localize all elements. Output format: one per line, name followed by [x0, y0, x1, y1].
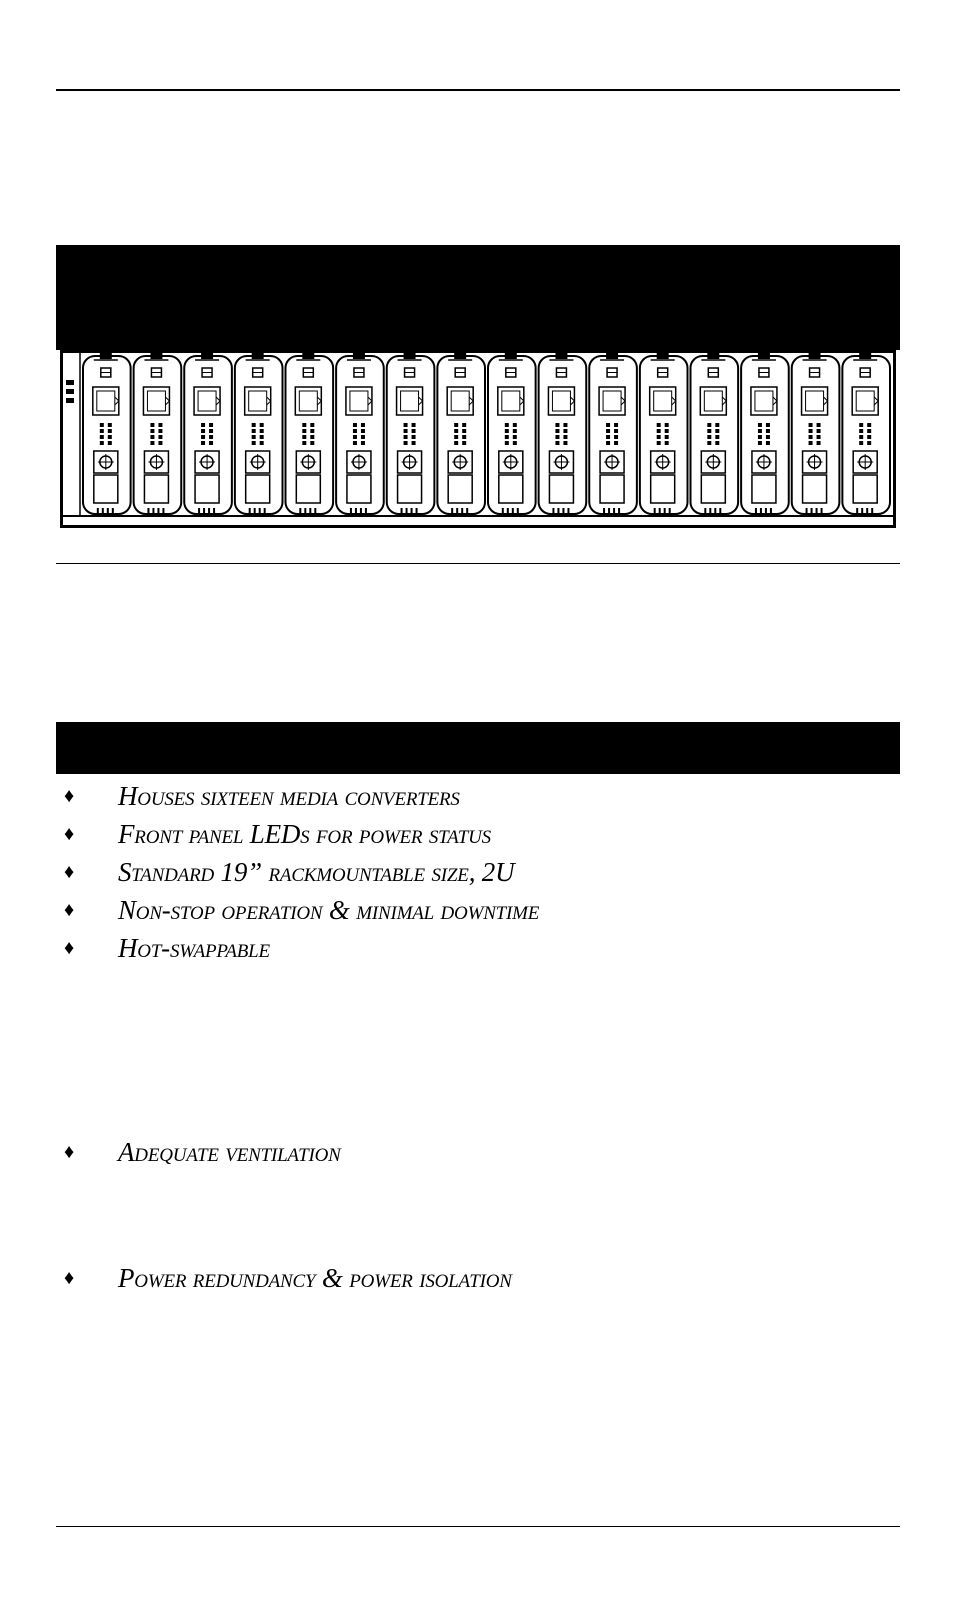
diamond-bullet-icon: ♦	[64, 1141, 75, 1163]
led-dot-icon	[563, 429, 567, 433]
led-dot-icon	[158, 423, 162, 427]
led-dot-icon	[859, 423, 863, 427]
led-dot-icon	[209, 429, 213, 433]
connector-housing	[448, 475, 472, 503]
led-dot-icon	[766, 429, 770, 433]
led-dot-icon	[158, 441, 162, 445]
rj45-inner	[552, 391, 570, 411]
latch-icon	[555, 351, 567, 359]
led-dot-icon	[563, 423, 567, 427]
power-led-icon	[66, 389, 74, 394]
connector-housing	[600, 475, 624, 503]
led-dot-icon	[555, 423, 559, 427]
latch-icon	[809, 351, 821, 359]
connector-housing	[651, 475, 675, 503]
slot-foot	[213, 508, 215, 513]
slot-foot	[562, 508, 564, 513]
led-dot-icon	[454, 429, 458, 433]
slot-foot	[861, 508, 863, 513]
diamond-bullet-icon: ♦	[64, 1267, 75, 1289]
led-dot-icon	[150, 441, 154, 445]
led-dot-icon	[555, 429, 559, 433]
led-dot-icon	[454, 441, 458, 445]
led-dot-icon	[867, 429, 871, 433]
led-dot-icon	[260, 423, 264, 427]
rj45-inner	[603, 391, 621, 411]
connector-housing	[94, 475, 118, 503]
feature-text: Adequate ventilation	[118, 1137, 341, 1167]
slot-foot	[264, 508, 266, 513]
connector-housing	[752, 475, 776, 503]
power-led-icon	[66, 380, 74, 385]
feature-item	[64, 818, 491, 850]
converter-slot	[640, 356, 688, 514]
led-dot-icon	[867, 435, 871, 439]
slot-foot	[811, 508, 813, 513]
slot-foot	[669, 508, 671, 513]
led-dot-icon	[555, 441, 559, 445]
led-dot-icon	[404, 435, 408, 439]
led-dot-icon	[150, 435, 154, 439]
slot-foot	[152, 508, 154, 513]
led-dot-icon	[100, 435, 104, 439]
led-dot-icon	[412, 441, 416, 445]
connector-housing	[549, 475, 573, 503]
led-dot-icon	[809, 429, 813, 433]
slot-foot	[309, 508, 311, 513]
feature-item	[64, 932, 270, 964]
led-dot-icon	[715, 423, 719, 427]
slot-foot	[112, 508, 114, 513]
led-dot-icon	[657, 423, 661, 427]
led-dot-icon	[100, 441, 104, 445]
slot-foot	[755, 508, 757, 513]
slot-foot	[871, 508, 873, 513]
rj45-inner	[704, 391, 722, 411]
led-dot-icon	[209, 441, 213, 445]
led-dot-icon	[665, 429, 669, 433]
led-dot-icon	[209, 435, 213, 439]
led-dot-icon	[707, 435, 711, 439]
latch-icon	[302, 351, 314, 359]
connector-housing	[701, 475, 725, 503]
slot-foot	[613, 508, 615, 513]
power-led-icon	[66, 398, 74, 403]
section-divider	[56, 563, 900, 564]
slot-foot	[411, 508, 413, 513]
slot-foot	[401, 508, 403, 513]
led-dot-icon	[817, 429, 821, 433]
slot-foot	[461, 508, 463, 513]
slot-foot	[198, 508, 200, 513]
led-dot-icon	[454, 435, 458, 439]
slot-foot	[466, 508, 468, 513]
slot-foot	[719, 508, 721, 513]
rj45-inner	[856, 391, 874, 411]
led-dot-icon	[201, 429, 205, 433]
slot-foot	[97, 508, 99, 513]
slot-foot	[365, 508, 367, 513]
led-dot-icon	[606, 435, 610, 439]
led-dot-icon	[513, 441, 517, 445]
led-dot-icon	[859, 441, 863, 445]
led-dot-icon	[817, 423, 821, 427]
led-dot-icon	[252, 423, 256, 427]
led-dot-icon	[100, 429, 104, 433]
led-dot-icon	[606, 423, 610, 427]
slot-foot	[608, 508, 610, 513]
led-dot-icon	[462, 441, 466, 445]
led-dot-icon	[260, 435, 264, 439]
led-dot-icon	[252, 441, 256, 445]
slot-foot	[360, 508, 362, 513]
chassis-front-panel-illustration	[60, 350, 896, 528]
latch-icon	[657, 351, 669, 359]
led-dot-icon	[302, 441, 306, 445]
led-dot-icon	[758, 423, 762, 427]
led-dot-icon	[302, 429, 306, 433]
connector-housing	[195, 475, 219, 503]
led-dot-icon	[353, 441, 357, 445]
latch-icon	[454, 351, 466, 359]
led-dot-icon	[555, 435, 559, 439]
led-dot-icon	[201, 423, 205, 427]
slot-foot	[350, 508, 352, 513]
connector-housing	[853, 475, 877, 503]
diamond-bullet-icon: ♦	[64, 899, 75, 921]
connector-housing	[144, 475, 168, 503]
rj45-inner	[249, 391, 267, 411]
latch-icon	[859, 351, 871, 359]
converter-slot	[235, 356, 283, 514]
slot-foot	[664, 508, 666, 513]
converter-slot	[83, 356, 131, 514]
led-dot-icon	[707, 441, 711, 445]
led-dot-icon	[614, 435, 618, 439]
converter-slot	[539, 356, 587, 514]
diamond-bullet-icon: ♦	[64, 861, 75, 883]
feature-item	[64, 780, 460, 812]
latch-icon	[353, 351, 365, 359]
slot-foot	[765, 508, 767, 513]
rj45-inner	[654, 391, 672, 411]
slot-foot	[760, 508, 762, 513]
slot-foot	[249, 508, 251, 513]
led-dot-icon	[302, 423, 306, 427]
latch-icon	[758, 351, 770, 359]
slot-foot	[208, 508, 210, 513]
led-dot-icon	[657, 429, 661, 433]
led-dot-icon	[867, 441, 871, 445]
rj45-inner	[502, 391, 520, 411]
led-dot-icon	[361, 429, 365, 433]
led-dot-icon	[817, 441, 821, 445]
top-rule	[56, 89, 900, 91]
slot-foot	[314, 508, 316, 513]
led-dot-icon	[158, 429, 162, 433]
led-dot-icon	[505, 429, 509, 433]
led-dot-icon	[614, 441, 618, 445]
latch-icon	[252, 351, 264, 359]
slot-foot	[567, 508, 569, 513]
led-dot-icon	[766, 423, 770, 427]
led-dot-icon	[260, 441, 264, 445]
slot-foot	[552, 508, 554, 513]
led-dot-icon	[614, 429, 618, 433]
led-dot-icon	[817, 435, 821, 439]
slot-foot	[512, 508, 514, 513]
slot-foot	[416, 508, 418, 513]
rj45-inner	[806, 391, 824, 411]
led-dot-icon	[412, 429, 416, 433]
slot-foot	[451, 508, 453, 513]
feature-item	[64, 1262, 512, 1294]
converter-slot	[792, 356, 840, 514]
converter-slot	[488, 356, 536, 514]
led-dot-icon	[100, 423, 104, 427]
led-dot-icon	[505, 441, 509, 445]
converter-slot	[589, 356, 637, 514]
latch-icon	[150, 351, 162, 359]
slot-foot	[259, 508, 261, 513]
slot-foot	[866, 508, 868, 513]
converter-slot	[691, 356, 739, 514]
led-dot-icon	[404, 429, 408, 433]
slot-foot	[517, 508, 519, 513]
connector-housing	[347, 475, 371, 503]
led-dot-icon	[404, 441, 408, 445]
bottom-rule	[56, 1526, 900, 1527]
led-dot-icon	[758, 429, 762, 433]
feature-item	[64, 1136, 341, 1168]
rj45-inner	[350, 391, 368, 411]
led-dot-icon	[657, 435, 661, 439]
led-dot-icon	[310, 435, 314, 439]
latch-icon	[505, 351, 517, 359]
latch-icon	[707, 351, 719, 359]
slot-foot	[770, 508, 772, 513]
slot-foot	[821, 508, 823, 513]
connector-housing	[398, 475, 422, 503]
led-dot-icon	[809, 423, 813, 427]
slot-foot	[406, 508, 408, 513]
led-dot-icon	[353, 435, 357, 439]
led-dot-icon	[108, 435, 112, 439]
converter-slot	[842, 356, 890, 514]
led-dot-icon	[715, 429, 719, 433]
led-dot-icon	[108, 423, 112, 427]
led-dot-icon	[108, 429, 112, 433]
led-dot-icon	[859, 435, 863, 439]
led-dot-icon	[108, 441, 112, 445]
diamond-bullet-icon: ♦	[64, 785, 75, 807]
converter-slot	[437, 356, 485, 514]
slot-foot	[456, 508, 458, 513]
led-dot-icon	[513, 435, 517, 439]
connector-housing	[803, 475, 827, 503]
led-dot-icon	[201, 441, 205, 445]
chassis-drawing	[60, 350, 896, 528]
led-dot-icon	[412, 435, 416, 439]
led-dot-icon	[353, 423, 357, 427]
feature-text: Houses sixteen media converters	[118, 781, 460, 811]
slot-foot	[714, 508, 716, 513]
slot-foot	[659, 508, 661, 513]
led-dot-icon	[766, 435, 770, 439]
led-dot-icon	[513, 429, 517, 433]
connector-housing	[499, 475, 523, 503]
rj45-inner	[198, 391, 216, 411]
led-dot-icon	[665, 423, 669, 427]
led-dot-icon	[707, 429, 711, 433]
led-dot-icon	[404, 423, 408, 427]
led-dot-icon	[150, 429, 154, 433]
led-dot-icon	[513, 423, 517, 427]
feature-text: Power redundancy & power isolation	[118, 1263, 512, 1293]
rj45-inner	[755, 391, 773, 411]
led-dot-icon	[665, 435, 669, 439]
converter-slot	[741, 356, 789, 514]
led-dot-icon	[158, 435, 162, 439]
led-dot-icon	[361, 435, 365, 439]
led-dot-icon	[766, 441, 770, 445]
led-dot-icon	[505, 435, 509, 439]
slot-foot	[157, 508, 159, 513]
rj45-inner	[147, 391, 165, 411]
led-dot-icon	[606, 441, 610, 445]
slot-foot	[107, 508, 109, 513]
feature-text: Front panel LEDs for power status	[118, 819, 491, 849]
slot-foot	[102, 508, 104, 513]
converter-slot	[286, 356, 334, 514]
slot-foot	[355, 508, 357, 513]
led-dot-icon	[563, 441, 567, 445]
latch-icon	[201, 351, 213, 359]
features-header-bar	[56, 722, 900, 774]
slot-foot	[618, 508, 620, 513]
led-dot-icon	[657, 441, 661, 445]
led-dot-icon	[302, 435, 306, 439]
led-dot-icon	[201, 435, 205, 439]
led-dot-icon	[462, 435, 466, 439]
slot-foot	[502, 508, 504, 513]
led-dot-icon	[260, 429, 264, 433]
slot-foot	[254, 508, 256, 513]
led-dot-icon	[665, 441, 669, 445]
led-dot-icon	[715, 435, 719, 439]
slot-foot	[147, 508, 149, 513]
led-dot-icon	[505, 423, 509, 427]
led-dot-icon	[209, 423, 213, 427]
led-dot-icon	[606, 429, 610, 433]
led-dot-icon	[462, 429, 466, 433]
feature-text: Hot-swappable	[118, 933, 270, 963]
led-dot-icon	[454, 423, 458, 427]
slot-foot	[507, 508, 509, 513]
rj45-inner	[451, 391, 469, 411]
rj45-inner	[299, 391, 317, 411]
slot-foot	[709, 508, 711, 513]
converter-slot	[184, 356, 232, 514]
slot-foot	[203, 508, 205, 513]
led-dot-icon	[310, 423, 314, 427]
led-dot-icon	[758, 435, 762, 439]
slot-foot	[299, 508, 301, 513]
led-dot-icon	[809, 435, 813, 439]
section-header-bar	[56, 245, 900, 350]
led-dot-icon	[361, 441, 365, 445]
slot-foot	[654, 508, 656, 513]
feature-text: Standard 19” rackmountable size, 2U	[118, 857, 515, 887]
led-dot-icon	[310, 441, 314, 445]
slot-foot	[856, 508, 858, 513]
led-dot-icon	[809, 441, 813, 445]
converter-slot	[134, 356, 182, 514]
slot-foot	[816, 508, 818, 513]
rj45-inner	[97, 391, 115, 411]
led-dot-icon	[252, 429, 256, 433]
slot-foot	[162, 508, 164, 513]
diamond-bullet-icon: ♦	[64, 937, 75, 959]
led-dot-icon	[707, 423, 711, 427]
feature-item	[64, 856, 514, 888]
diamond-bullet-icon: ♦	[64, 823, 75, 845]
led-dot-icon	[462, 423, 466, 427]
led-dot-icon	[563, 435, 567, 439]
slot-foot	[603, 508, 605, 513]
led-dot-icon	[859, 429, 863, 433]
led-dot-icon	[758, 441, 762, 445]
slot-foot	[557, 508, 559, 513]
connector-housing	[296, 475, 320, 503]
led-dot-icon	[353, 429, 357, 433]
latch-icon	[606, 351, 618, 359]
slot-foot	[806, 508, 808, 513]
feature-text: Non-stop operation & minimal downtime	[118, 895, 540, 925]
feature-item	[64, 894, 539, 926]
led-dot-icon	[310, 429, 314, 433]
led-dot-icon	[361, 423, 365, 427]
slot-foot	[704, 508, 706, 513]
rj45-inner	[401, 391, 419, 411]
converter-slot	[387, 356, 435, 514]
led-dot-icon	[252, 435, 256, 439]
led-dot-icon	[867, 423, 871, 427]
led-dot-icon	[614, 423, 618, 427]
led-dot-icon	[715, 441, 719, 445]
latch-icon	[404, 351, 416, 359]
slot-foot	[304, 508, 306, 513]
converter-slot	[336, 356, 384, 514]
led-dot-icon	[412, 423, 416, 427]
connector-housing	[246, 475, 270, 503]
led-dot-icon	[150, 423, 154, 427]
latch-icon	[100, 351, 112, 359]
